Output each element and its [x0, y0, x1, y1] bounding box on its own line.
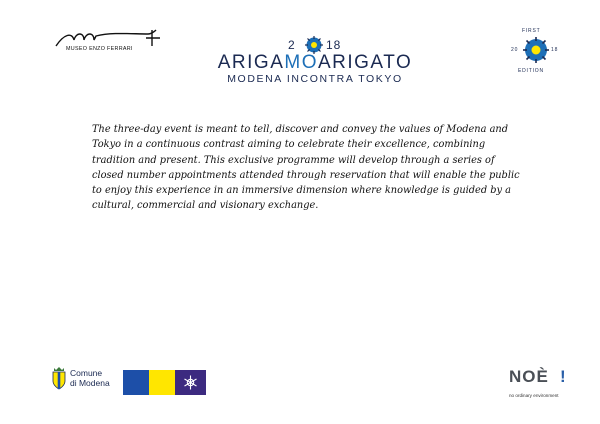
comune-coat-of-arms-icon — [50, 366, 68, 390]
first-edition-badge — [508, 28, 564, 90]
comune-label — [70, 368, 110, 388]
title-left: ARIGA — [217, 52, 285, 73]
noe-logo — [509, 367, 569, 407]
noe-wordmark: NOÈ — [509, 367, 549, 386]
badge-bottom-text: EDITION — [518, 68, 544, 74]
flag-blue-block — [123, 370, 149, 395]
badge-right-text: 18 — [551, 47, 559, 53]
wheel-emblem-icon — [175, 370, 206, 395]
flag-yellow-block — [149, 370, 175, 395]
comune-line2: di Modena — [70, 378, 110, 388]
noe-tagline: no ordinary environment — [509, 393, 559, 398]
comune-di-modena-logo — [50, 366, 110, 394]
year-left: 2 — [288, 38, 296, 52]
title-mid: MO — [284, 52, 318, 73]
event-subtitle: MODENA INCONTRA TOKYO — [227, 73, 403, 85]
museo-label: MUSEO ENZO FERRARI — [66, 46, 133, 52]
year-right: 18 — [326, 38, 342, 52]
museo-enzo-ferrari-logo — [52, 26, 172, 58]
event-title-block — [210, 36, 420, 86]
event-description: The three-day event is meant to tell, discover and convey the values of Modena and Tokyo in a continuous contrast aiming to celebrate their excellence, combining tradition and present. This exclusive programme will develop through a series of closed number appointments attended through reservation that will enable the public to enjoy this experience in an immersive dimension where knowledge is guided by a cultural, commercial and visionary exchange. — [92, 124, 520, 212]
flag-purple-block — [175, 370, 206, 395]
comune-line1: Comune — [70, 368, 103, 378]
noe-exclamation: ! — [560, 367, 566, 386]
badge-left-text: 20 — [511, 47, 519, 53]
badge-top-text: FIRST — [522, 28, 541, 34]
badge-wheel-icon — [522, 36, 550, 64]
title-right: ARIGATO — [317, 52, 413, 73]
event-title — [210, 52, 420, 74]
